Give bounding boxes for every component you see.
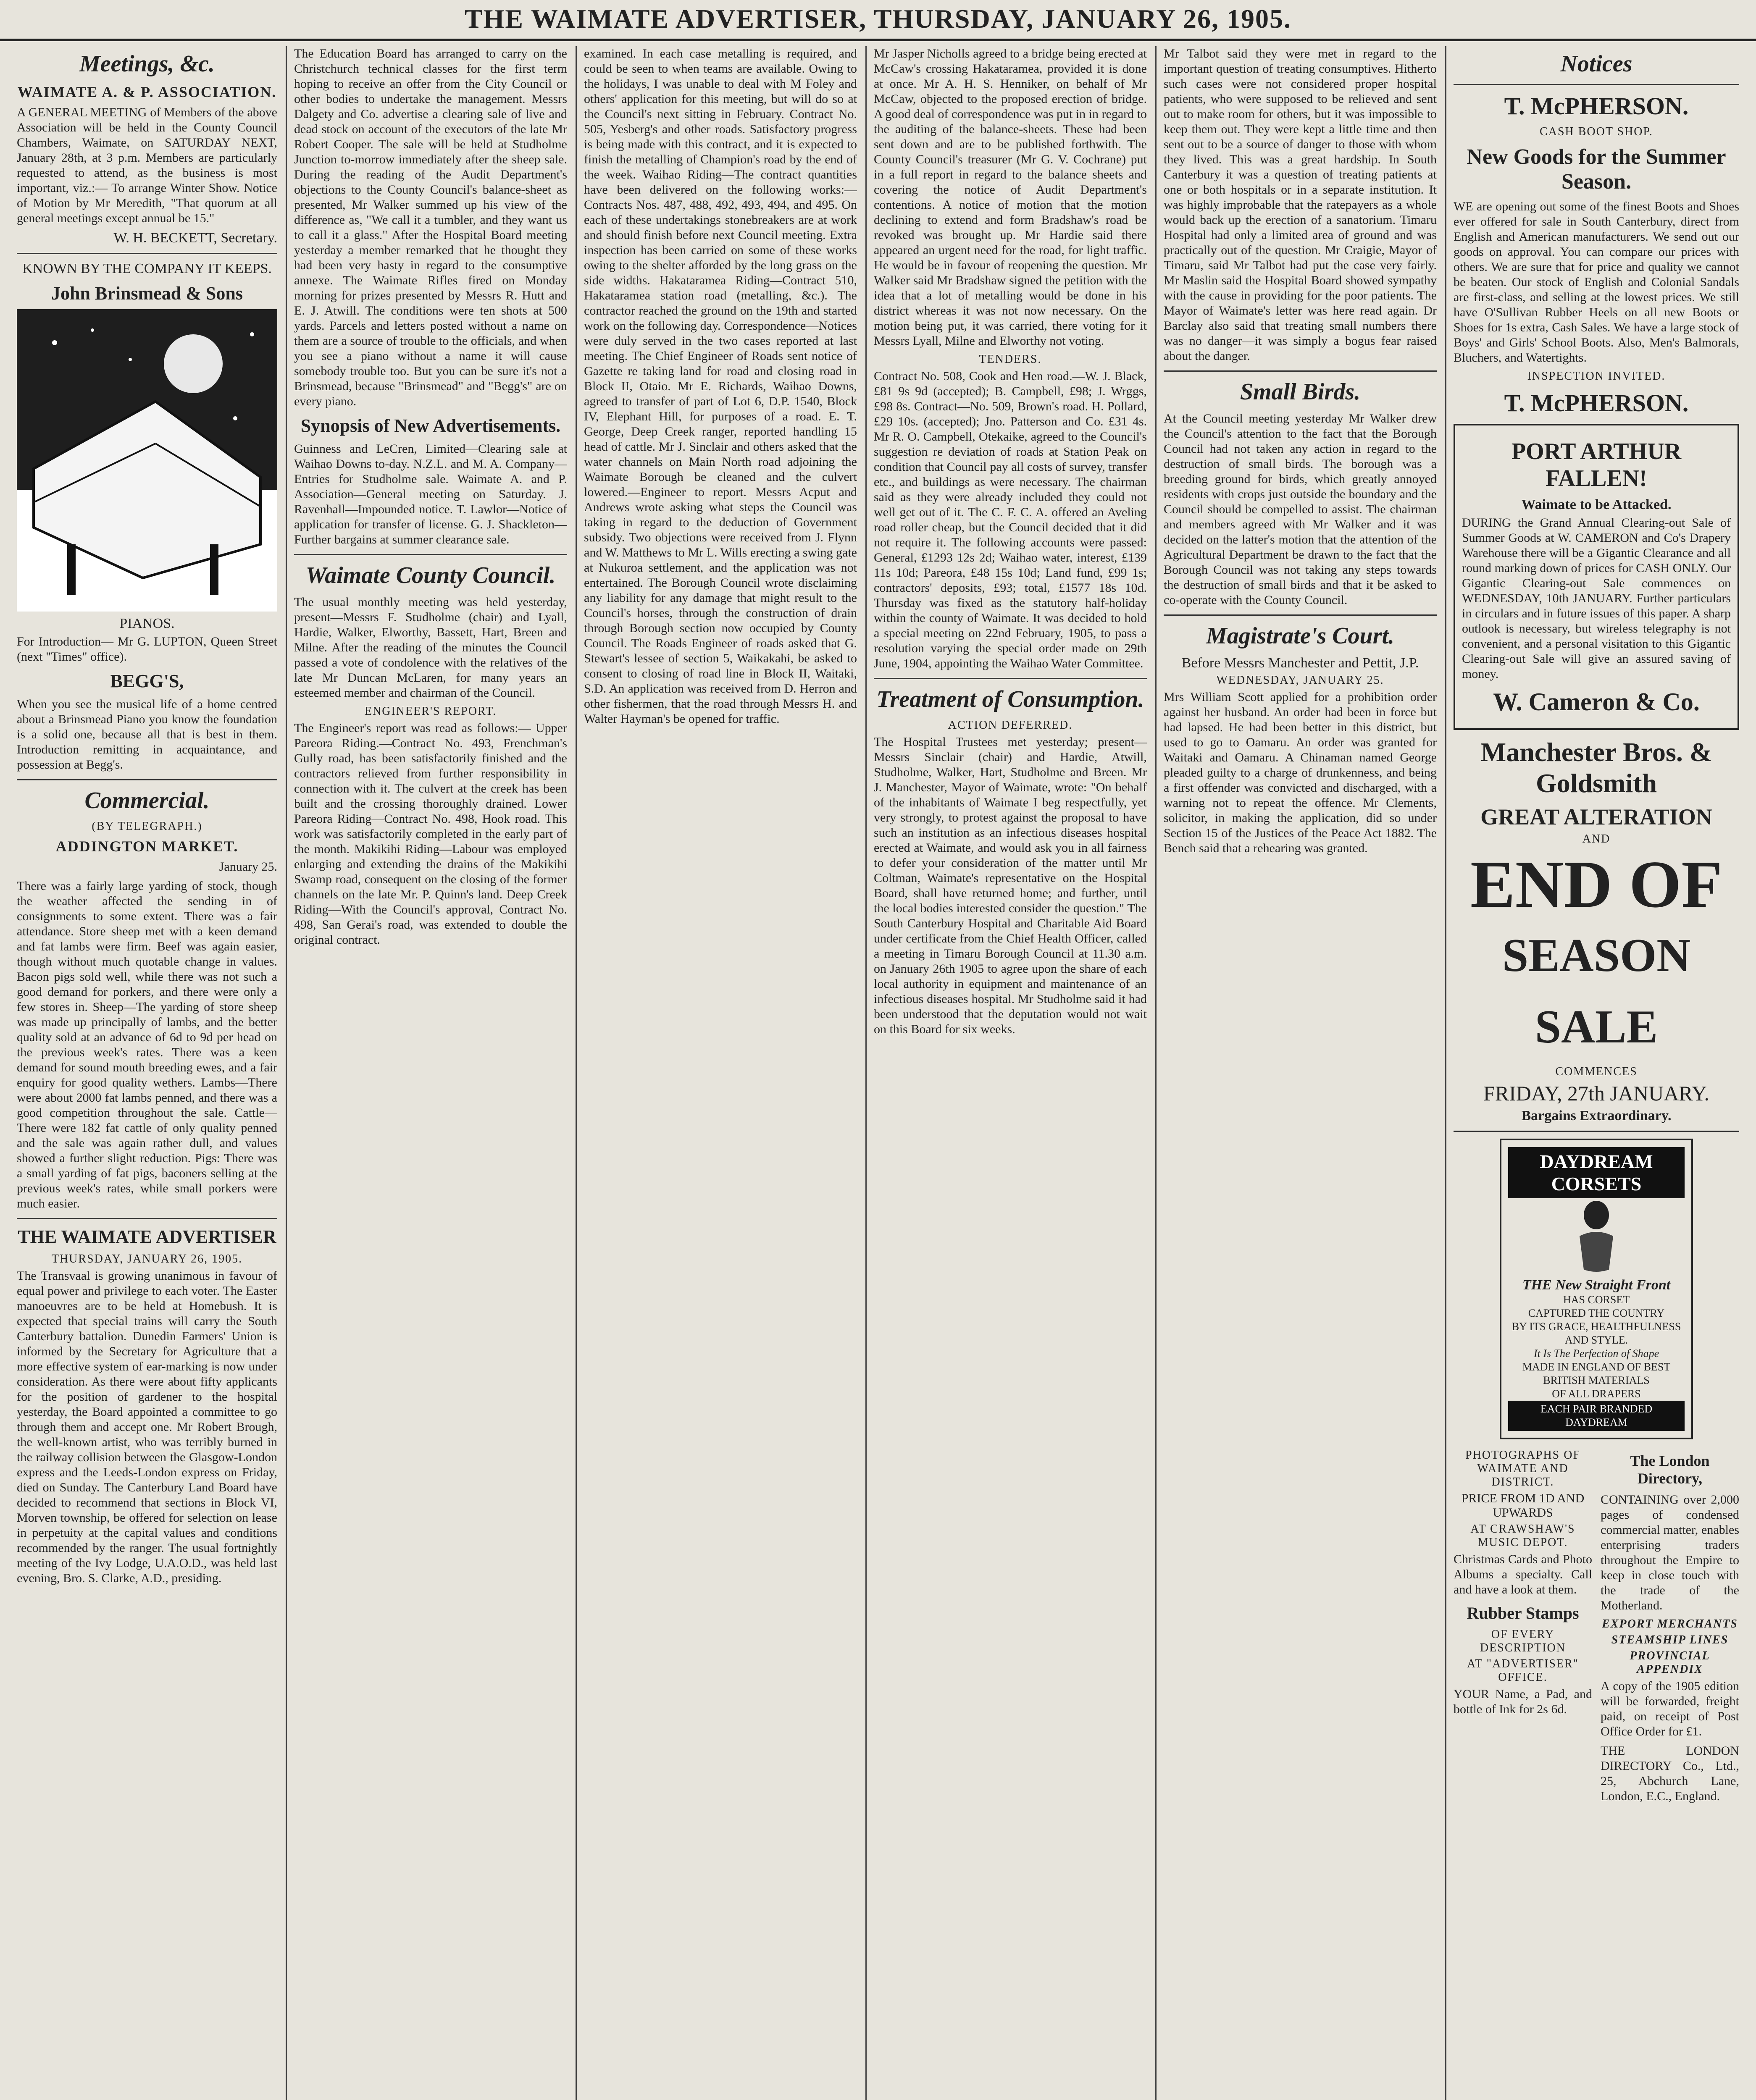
rubber-line-2: AT "ADVERTISER" OFFICE.	[1467, 1657, 1579, 1684]
end-of-text: END OF	[1470, 847, 1722, 921]
divider	[1164, 370, 1437, 372]
column-2	[294, 46, 567, 2100]
column-rule	[865, 46, 867, 2100]
column-rule	[576, 46, 577, 2100]
synopsis-text: Guinness and LeCren, Limited—Clearing sale at Waihao Downs to-day. N.Z.L. and M. A. Company—Entries for Studholme sale. Waimate A. and P. Association—General meeting on Saturday. J. Ravenhall—Impounded notice. T. Lawlor—Notice of application for transfer of license. G. J. Shackleton—Further bargains at summer clearance sale.	[294, 442, 567, 546]
cameron-name: W. Cameron & Co.	[1493, 688, 1700, 716]
commences-label: COMMENCES	[1555, 1065, 1638, 1078]
divider	[294, 554, 567, 555]
rubber-stamps-title: Rubber Stamps	[1467, 1604, 1579, 1622]
tenders-label: TENDERS.	[979, 353, 1042, 366]
birds-text: At the Council meeting yesterday Mr Walker drew the Council's attention to the fact that the Borough Council had not taken any action in regard to the destruction of small birds. The borough was a breeding ground for birds, which greatly annoyed residents with crops just outside the boundary and the Council should be compelled to assist. The chairman and members agreed with Mr Walker and it was decided on the latter's motion that the attention of the Agricultural Department be drawn to the fact that the Borough Council was not taking any steps towards the destruction of small birds and that it be asked to co-operate with the County Council.	[1164, 412, 1437, 607]
beggs-title: BEGG'S,	[110, 671, 184, 691]
rubber-line-1: OF EVERY DESCRIPTION	[1480, 1628, 1566, 1654]
london-company: THE LONDON DIRECTORY Co., Ltd., 25, Abchurch Lane, London, E.C., England.	[1601, 1744, 1739, 1803]
divider	[17, 253, 277, 254]
column-rule	[286, 46, 287, 2100]
friday-date: FRIDAY, 27th JANUARY.	[1483, 1082, 1710, 1105]
commercial-heading: Commercial.	[84, 788, 210, 814]
mcpherson-text: WE are opening out some of the finest Boots and Shoes ever offered for sale in South Canterbury, direct from English and American manufacturers. We send out our goods on approval. You can compare our prices with others. We are sure that for price and quality we cannot be beaten. Our stock of English and Colonial Sandals are first-class, and selling at the lowest prices. We still have O'Sullivan Rubber Heels on all new Boots or Shoes for 1s extra, Cash Sales. We have a large stock of Boys' and Girls' School Boots. Also, Men's Balmorals, Bluchers, and Watertights.	[1454, 200, 1739, 365]
addington-date: January 25.	[219, 860, 277, 874]
council-text: The usual monthly meeting was held yesterday, present—Messrs F. Studholme (chair) and Lyall, Hardie, Walker, Elworthy, Bassett, Hart, Breen and Milne. After the reading of the minutes the Council passed a vote of condolence with the relatives of the late Mr Duncan McLaren, for many years an esteemed member and chairman of the Council.	[294, 595, 567, 700]
corsets-line-1: THE New Straight Front	[1522, 1277, 1671, 1293]
corset-illustration	[1554, 1198, 1638, 1274]
cameron-ad	[1454, 424, 1739, 730]
divider	[1164, 614, 1437, 616]
treatment-text: The Hospital Trustees met yesterday; present—Messrs Sinclair (chair) and Hardie, Atwill, Studholme, Walker, Hart, Studholme and Breen. Mr J. Manchester, Mayor of Waimate, wrote: "On behalf of the inhabitants of Waimate I beg respectfully, yet very strongly, to protest against the proposal to have such an institution as an infectious diseases hospital erected at Waimate, and would ask you in all fairness to defer your consideration of the matter until Mr Coltman, Waimate's representative on the Hospital Board, shall have returned home; and further, until the local bodies interested consider the question." The South Canterbury Hospital and Charitable Aid Board under certificate from the Chief Health Officer, called a meeting in Timaru Borough Council at 11.30 a.m. on January 26th 1905 to agree upon the share of each local authority in equipment and maintenance of an infectious diseases hospital. Mr Studholme said it had been understood that the deputation would not wait on this Board for six weeks.	[874, 735, 1147, 1036]
corsets-line-4: BY ITS GRACE, HEALTHFULNESS AND STYLE.	[1512, 1320, 1681, 1346]
season-sale-text: SEASON SALE	[1502, 929, 1691, 1053]
corsets-line-8: EACH PAIR BRANDED DAYDREAM	[1508, 1401, 1685, 1431]
corsets-line-7: OF ALL DRAPERS	[1552, 1388, 1641, 1400]
meeting-signature: W. H. BECKETT, Secretary.	[113, 230, 277, 246]
rubber-line-3: YOUR Name, a Pad, and bottle of Ink for 2s 6d.	[1454, 1687, 1592, 1716]
mcpherson-footer: T. McPHERSON.	[1504, 389, 1689, 417]
photographs-title: PHOTOGRAPHS OF WAIMATE AND DISTRICT.	[1465, 1449, 1581, 1488]
photographs-depot: AT CRAWSHAW'S MUSIC DEPOT.	[1470, 1522, 1575, 1549]
small-birds-heading: Small Birds.	[1240, 379, 1361, 405]
column-4	[874, 46, 1147, 2100]
tenders-text: Contract No. 508, Cook and Hen road.—W. J. Black, £81 9s 9d (accepted); B. Campbell, £98; J. Wrggs, £98 8s. Contract—No. 509, Brown's road. H. Pollard, £29 10s. (accepted); Jno. Patterson and Co. £31 4s. Mr R. O. Campbell, Otekaike, agreed to the Council's suggestion re deviation of roads at Station Peak on condition that Council pay all costs of survey, transfer etc., and buildings as were necessary. The chairman said as they were already included they could not well get out of it. The C. F. C. A. offered an Aveling road roller cheap, but the Council decided that it did not require it. The following accounts were passed: General, £1293 12s 2d; Waihao water, interest, £139 11s 10d; Pareora, £48 15s 10d; Land fund, £99 1s; contractors' deposits, £93; total, £1577 18s 10d. Thursday was fixed as the statutory half-holiday within the county of Waimate. It was decided to hold a special meeting on 22nd February, 1905, to pass a resolution varying the special order made on 29th June, 1904, appointing the Waihao Water Committee.	[874, 369, 1147, 670]
divider	[1454, 84, 1739, 85]
magistrate-heading: Magistrate's Court.	[1206, 623, 1395, 649]
masthead-rule	[0, 39, 1756, 41]
leader-text: The Transvaal is growing unanimous in favour of equal power and privilege to each voter. The Easter manoeuvres are to be held at Homebush. It is expected that special trains will carry the South Canterbury battalion. Dunedin Farmers' Union is informed by the Secretary for Agriculture that a more effective system of ear-marking is now under consideration. As there were about fifty applicants for the position of gardener to the hospital yesterday, the Board appointed a committee to go through them and accept one. Mr Robert Brough, the well-known artist, who was terribly burned in the railway collision between the Glasgow-London express and the Leeds-London express on Friday, died on Sunday. The Canterbury Land Board have decided to recommend that sections in Block VI, Morven township, be offered for selection on lease in perpetuity at the capital values and conditions recommended by the ranger. The usual fortnightly meeting of the Ivy Lodge, U.A.O.D., was held last evening, Bro. S. Clarke, A.D., presiding.	[17, 1269, 277, 1585]
column-1	[17, 46, 277, 2100]
london-directory-ad	[1601, 1446, 1739, 1808]
column-5	[1164, 46, 1437, 2100]
bargains-text: Bargains Extraordinary.	[1521, 1108, 1672, 1124]
inspection-invited: INSPECTION INVITED.	[1527, 370, 1666, 383]
column-3	[584, 46, 857, 2100]
waimate-advertiser-title: THE WAIMATE ADVERTISER	[18, 1226, 276, 1247]
engineer-text: The Engineer's report was read as follows:— Upper Pareora Riding.—Contract No. 493, Frenchman's Gully road, has been satisfactorily finished and the contractors relieved from further responsibility in connection with it. The culvert at the creek has been built and the crossing thoroughly drained. Lower Pareora Riding—Contract No. 498, Hook road. This work was satisfactorily completed in the early part of the month. Makikihi Riding—Labour was employed enlarging and extending the drains of the Makikihi Swamp road, consequent on the closing of the former channels on the late Mr. P. Quinn's land. Deep Creek Riding—With the Council's approval, Contract No. 498, San Gerai's road, was extended to double the original contract.	[294, 721, 567, 947]
divider	[1454, 1131, 1739, 1132]
piano-illustration	[17, 309, 277, 612]
council-continued-text-2: Mr Jasper Nicholls agreed to a bridge being erected at McCaw's crossing Hakataramea, provided it is done at once. Mr A. H. S. Henniker, on behalf of Mr McCaw, objected to the proposed erection of bridge. A good deal of correspondence was put in in regard to the auditing of the balance-sheets. These had been sent down and are to be published forthwith. The County Council's treasurer (Mr G. V. Cochrane) put in a full report in regard to the balance sheets and covering the notice of Audit Department's contentions. A notice of motion that the motion declining to extend and form Bradshaw's road be revoked was brought up. Mr Hardie said there appeared an urgent need for the road, for light traffic. He would be in favour of reopening the question. Mr Walker said Mr Bradshaw signed the petition with the idea that a lot of metalling would be done in his district whereas it was not now necessary. On the motion being put, it was carried, there voting for it Messrs Lyall, Milne and Elworthy not voting.	[874, 47, 1147, 348]
column-6-ads	[1454, 46, 1739, 2100]
corsets-line-3: CAPTURED THE COUNTRY	[1528, 1307, 1665, 1319]
column-rule	[1155, 46, 1157, 2100]
known-by-company: KNOWN BY THE COMPANY IT KEEPS.	[22, 261, 272, 276]
new-goods-heading: New Goods for the Summer Season.	[1467, 145, 1726, 194]
port-arthur-sub: Waimate to be Attacked.	[1521, 497, 1672, 512]
hospital-text: Mr Talbot said they were met in regard to the important question of treating consumptives. Hitherto such cases were not considered proper hospital patients, who were supposed to be relieved and sent out to make room for others, but it was impossible to keep them out. They were kept a little time and then sent out to be a source of danger to those with whom they lived. This was a great hardship. In South Canterbury it was a question of treating patients at one or both hospitals or in a separate institution. It was highly improbable that the ratepayers as a whole would back up the erection of a sanatorium. Timaru Hospital had only a limited area of ground and was practically out of the question. Mr Craigie, Mayor of Timaru, said Mr Talbot had put the case very fairly. Mr Maslin said the Hospital Board showed sympathy with the cause in providing for the poor patients. The Mayor of Waimate's letter was here read again. Dr Barclay also said that treating small numbers there was no danger—it was simply a bogus fear raised about the danger.	[1164, 47, 1437, 363]
mcpherson-title: T. McPHERSON.	[1504, 92, 1689, 120]
london-provincial: PROVINCIAL APPENDIX	[1630, 1649, 1710, 1676]
brinsmead-title: John Brinsmead & Sons	[51, 283, 243, 304]
corsets-line-6: MADE IN ENGLAND OF BEST BRITISH MATERIALS	[1522, 1361, 1671, 1386]
magistrate-text: Mrs William Scott applied for a prohibition order against her husband. An order had been in force but had lapsed. He had been better in this district, but used to go to Oamaru. An order was granted for Waitaki and Oamaru. A Chinaman named George pleaded guilty to a charge of drunkenness, and being a first offender was convicted and discharged, with a warning not to repeat the offence. Mr Clements, solicitor, in making the application, did so under Section 15 of the Justices of the Peace Act 1882. The Bench said that a rehearing was granted.	[1164, 690, 1437, 855]
photographs-text: Christmas Cards and Photo Albums a specialty. Call and have a look at them.	[1454, 1552, 1592, 1596]
london-title: The London Directory,	[1630, 1452, 1710, 1487]
treatment-heading: Treatment of Consumption.	[876, 686, 1144, 712]
port-arthur-heading: PORT ARTHUR FALLEN!	[1511, 438, 1682, 491]
lupton-text: For Introduction— Mr G. LUPTON, Queen Street (next "Times" office).	[17, 635, 277, 664]
photographs-price: PRICE FROM 1D AND UPWARDS	[1461, 1491, 1585, 1520]
london-copy: A copy of the 1905 edition will be forwarded, freight paid, on receipt of Post Office Order for £1.	[1601, 1679, 1739, 1738]
corsets-title: DAYDREAM CORSETS	[1508, 1147, 1685, 1198]
photographs-ad	[1454, 1446, 1592, 1808]
meeting-title: WAIMATE A. & P. ASSOCIATION.	[17, 84, 277, 100]
and-word: AND	[1582, 832, 1611, 845]
masthead: THE WAIMATE ADVERTISER, THURSDAY, JANUARY 26, 1905.	[464, 4, 1292, 34]
beggs-text: When you see the musical life of a home centred about a Brinsmead Piano you know the foundation is a solid one, because all that is best in them. Introduction remitting in acquaintance, and possession at Begg's.	[17, 697, 277, 772]
county-council-heading: Waimate County Council.	[305, 562, 556, 588]
education-text: The Education Board has arranged to carry on the Christchurch technical classes for the first term hoping to receive an offer from the City Council or other bodies to undertake the management. Messrs Dalgety and Co. advertise a clearing sale of live and dead stock on account of the executors of the late Mr Robert Cooper. The sale will be held at Studholme Junction to-morrow immediately after the sheep sale. During the reading of the Audit Department's objections to the County Council's balance-sheet as presented, Mr Walker summed up his view of the difference as, "We call it a tumbler, and they want us to call it a glass." After the Hospital Board meeting yesterday a member remarked that he thought they had been very hasty in regard to the consumptive annexe. The Waimate Rifles fired on Monday morning for prizes presented by Messrs R. Hutt and E. J. Atwill. The conditions were ten shots at 500 yards. Parcels and letters posted without a name on them are a source of trouble to the officials, and when you see a piano without a name it will cause somebody trouble too. But you can be sure it's not a Brinsmead, because "Brinsmead" and "Begg's" are on every piano.	[294, 47, 567, 408]
addington-text: There was a fairly large yarding of stock, though the weather affected the sending in of consignments to some extent. There was a fair attendance. Store sheep met with a keen demand and fat lambs were firm. Beef was again easier, though without much quotable change in values. Bacon pigs sold well, while there was not such a good demand for porkers, and there were only a few stores in. Sheep—The yarding of store sheep was made up principally of lambs, and the better quality sold at an advance of 6d to 9d per head on the previous week's rates. There was a keen demand for sound mouth breeding ewes, and a fair enquiry for good quality wethers. Lambs—There were about 2000 fat lambs penned, and there was a good competition throughout the sale. Cattle—There were 182 fat cattle of only quality penned and the sale was again rather dull, and values showed a further slight reduction. Pigs: There was a small yarding of fat pigs, baconers selling at the previous week's rates, while small porkers were much easier.	[17, 879, 277, 1210]
magistrate-date: WEDNESDAY, JANUARY 25.	[1216, 674, 1384, 687]
notices-heading: Notices	[1560, 51, 1632, 77]
great-alteration: GREAT ALTERATION	[1480, 804, 1712, 830]
council-continued-text: examined. In each case metalling is required, and could be seen to when teams are available. Owing to the holidays, I was unable to deal with M Foley and others' application for this meeting, but will do so at the Council's next sitting in February. Contract No. 505, Yesberg's and other roads. Satisfactory progress is being made with this contract, and it is expected to finish the metalling of Champion's road by the end of the week. Waihao Riding—The contract quantities have been delivered on the following works:—Contracts Nos. 487, 488, 492, 493, 494, and 495. On each of these undertakings stonebreakers are at work and should finish before next Council meeting. Extra inspection has been carried on some of these works owing to the shelter afforded by the long grass on the side widths. Hakataramea Riding—Contract 510, Hakataramea station road (metalling, &c.). The contractor reached the ground on the 19th and started work on the following day. Correspondence—Notices were duly served in the two cases reported at last meeting. The Chief Engineer of Roads sent notice of Gazette re taking land for road and closing road in Block II, Otaio. Mr E. Richards, Waihao Downs, agreed to transfer of part of Lot 6, D.P. 1540, Block IV, Elephant Hill, for purposes of a road. E. T. George, Deep Creek ranger, reported handling 15 head of cattle. Mr J. Sinclair and others asked that the water channels on Main North road adjoining the Waimate Borough be cleaned and the culvert lowered.—Engineer to report. Messrs Acput and Andrews wrote asking what steps the Council was taking in regard to the deduction of Government subsidy. Two objections were received from J. Flynn and W. Matthews to Mr L. Wills erecting a swing gate at Nukuroa settlement, and the application was not entertained. The Borough Council wrote disclaiming any liability for any damage that might result to the Council's horses, through the construction of drain through Borough section now occupied by County Council. The Roads Engineer of roads asked that G. Stewart's lessee of section 5, Waikakahi, be asked to consent to closing of road line in Block II, Waitaki, S.D. An application was received from D. Herron and other fishermen, that the road through Messrs H. and Walter Hayman's be opened for traffic.	[584, 47, 857, 726]
addington-title: ADDINGTON MARKET.	[55, 838, 239, 855]
divider	[17, 779, 277, 780]
manchester-title: Manchester Bros. & Goldsmith	[1480, 737, 1712, 798]
magistrate-bench: Before Messrs Manchester and Pettit, J.P.	[1181, 655, 1419, 671]
daydream-corsets-ad	[1500, 1139, 1693, 1439]
corsets-line-5: It Is The Perfection of Shape	[1533, 1347, 1659, 1360]
divider	[17, 1218, 277, 1219]
meeting-text: A GENERAL MEETING of Members of the above Association will be held in the County Council Chambers, Waimate, on SATURDAY NEXT, January 28th, at 3 p.m. Members are particularly requested to attend, as the business is most important, viz.:— To arrange Winter Show. Notice of Motion by Mr Meredith, "That quorum at all general meetings except annual be 15."	[17, 105, 277, 225]
engineer-label: ENGINEER'S REPORT.	[364, 705, 497, 718]
divider	[874, 678, 1147, 679]
telegraph-label: (BY TELEGRAPH.)	[92, 820, 202, 833]
london-text: CONTAINING over 2,000 pages of condensed commercial matter, enables enterprising traders throughout the Empire to keep in close touch with the trade of the Motherland.	[1601, 1493, 1739, 1612]
column-rule	[1445, 46, 1446, 2100]
meetings-heading: Meetings, &c.	[79, 51, 215, 77]
corsets-line-2: HAS CORSET	[1563, 1294, 1630, 1306]
advertiser-date: THURSDAY, JANUARY 26, 1905.	[51, 1252, 243, 1265]
port-arthur-text: DURING the Grand Annual Clearing-out Sale of Summer Goods at W. CAMERON and Co's Drapery Warehouse there will be a Gigantic Clearance and all round marking down of prices for CASH ONLY. Our Gigantic Clearing-out Sale commences on WEDNESDAY, 10th JANUARY. Further particulars in circulars and in future issues of this paper. A sharp outlook is necessary, but wireless telegraphy is not convenient, and a personal visitation to this Gigantic Clearing-out Sale will give an assured saving of money.	[1462, 516, 1731, 681]
treatment-subheading: ACTION DEFERRED.	[948, 719, 1073, 732]
bottom-ads-row	[1454, 1446, 1739, 1808]
london-export: EXPORT MERCHANTS	[1602, 1617, 1738, 1630]
synopsis-title: Synopsis of New Advertisements.	[300, 415, 561, 436]
london-steamship: STEAMSHIP LINES	[1611, 1633, 1729, 1646]
pianos-caption: PIANOS.	[119, 616, 175, 631]
cash-boot-shop: CASH BOOT SHOP.	[1540, 125, 1653, 138]
